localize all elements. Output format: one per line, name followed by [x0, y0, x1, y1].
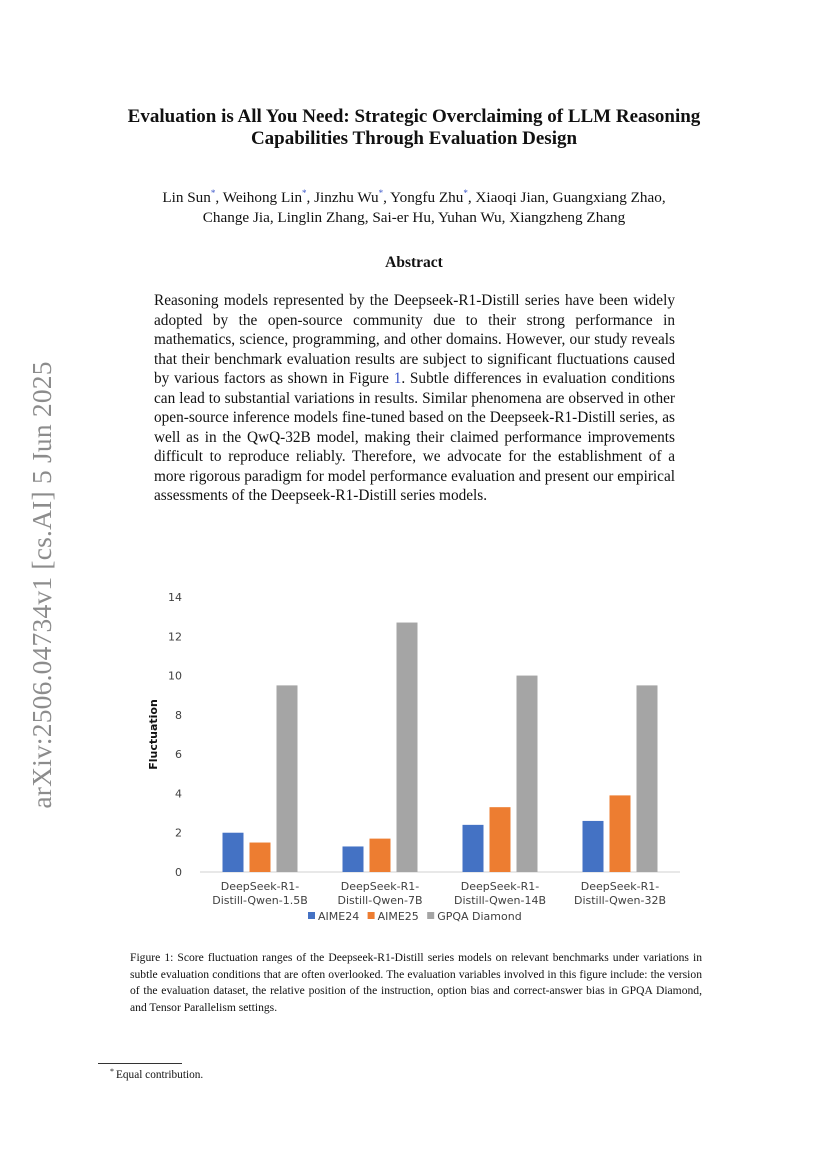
- y-tick-label: 12: [168, 630, 182, 644]
- x-tick-label: Distill-Qwen-1.5B: [212, 894, 308, 907]
- authors-line-2: Change Jia, Linglin Zhang, Sai-er Hu, Yuhan Wu, Xiangzheng Zhang: [202, 209, 626, 226]
- legend-swatch-gpqa-diamond: [427, 912, 434, 919]
- bar-gpqa-diamond: [637, 685, 658, 872]
- figure-reference-link[interactable]: 1: [393, 370, 402, 387]
- x-tick-label: Distill-Qwen-7B: [337, 894, 423, 907]
- x-tick-label: Distill-Qwen-32B: [573, 894, 667, 907]
- abstract-text-part-2: . Subtle differences in evaluation conditions can lead to substantial variations in results. Similar phenomena are observed in other open-source inference models fine-tuned based on the Deepseek-R1-Distill series, as well as in the QwQ-32B model, making their claimed performance improvements difficult to reproduce reliably. Therefore, we advocate for the establishment of a more rigorous paradigm for model performance evaluation and present our empirical assessments of the Deepseek-R1-Distill series models.: [154, 370, 675, 504]
- author-list: [110, 183, 718, 228]
- title-line-1: Evaluation is All You Need: Strategic Overclaiming of LLM Reasoning: [127, 106, 701, 127]
- equal-contribution-mark: *: [210, 188, 216, 198]
- footnote: [110, 1067, 203, 1081]
- abstract-text-part-1: Reasoning models represented by the Deepseek-R1-Distill series have been widely adopted by the open-source community due to their strong performance in mathematics, science, programming, and other domains. However, our study reveals that their benchmark evaluation results are subject to significant fluctuations caused by various factors as shown in Figure: [154, 292, 675, 387]
- equal-contribution-mark: *: [463, 188, 468, 198]
- authors-line-1: Lin Sun*, Weihong Lin*, Jinzhu Wu*, Yongfu Zhu*, Xiaoqi Jian, Guangxiang Zhao,: [162, 188, 666, 206]
- y-axis-title: Fluctuation: [147, 699, 160, 770]
- x-tick-label: DeepSeek-R1-: [580, 880, 660, 893]
- y-tick-label: 14: [168, 591, 182, 604]
- legend-label: AIME25: [377, 910, 419, 923]
- footnote-text: Equal contribution.: [116, 1069, 204, 1081]
- footnote-divider: [98, 1063, 182, 1064]
- x-tick-label: DeepSeek-R1-: [220, 880, 300, 893]
- bar-aime24: [223, 833, 244, 872]
- equal-contribution-mark: *: [378, 188, 384, 198]
- abstract-heading: Abstract: [385, 254, 443, 271]
- bar-gpqa-diamond: [277, 685, 298, 872]
- equal-contribution-mark: *: [302, 188, 307, 198]
- author-name: Yongfu Zhu: [390, 189, 464, 206]
- author-name: Lin Sun: [162, 189, 211, 206]
- x-tick-label: DeepSeek-R1-: [460, 880, 540, 893]
- arxiv-identifier-stamp: arXiv:2506.04734v1 [cs.AI] 5 Jun 2025: [26, 361, 57, 809]
- bar-gpqa-diamond: [517, 676, 538, 872]
- footnote-mark: *: [110, 1067, 114, 1076]
- legend-label: AIME24: [318, 910, 360, 923]
- y-tick-label: 2: [175, 826, 182, 840]
- author-name: Jinzhu Wu: [314, 189, 379, 206]
- y-tick-label: 8: [175, 708, 182, 722]
- x-tick-label: Distill-Qwen-14B: [453, 894, 547, 907]
- bar-aime25: [250, 843, 271, 872]
- author-name: Weihong Lin: [222, 189, 303, 206]
- bar-aime24: [343, 846, 364, 872]
- y-tick-label: 10: [168, 669, 182, 683]
- abstract-body: [154, 291, 675, 506]
- x-tick-label: DeepSeek-R1-: [340, 880, 420, 893]
- title-line-2: Capabilities Through Evaluation Design: [250, 128, 578, 149]
- bar-gpqa-diamond: [397, 623, 418, 872]
- legend-swatch-aime25: [368, 912, 375, 919]
- bar-aime25: [490, 807, 511, 872]
- y-tick-label: 0: [175, 866, 182, 879]
- paper-title: [90, 106, 738, 150]
- y-tick-label: 4: [175, 787, 182, 801]
- bar-aime24: [463, 825, 484, 872]
- figure-1-chart: [130, 580, 690, 940]
- bar-aime25: [610, 795, 631, 872]
- y-tick-label: 6: [175, 748, 182, 762]
- author-name: Xiaoqi Jian, Guangxiang Zhao,: [475, 189, 666, 206]
- bar-aime24: [583, 821, 604, 872]
- legend-label: GPQA Diamond: [437, 910, 522, 923]
- bar-aime25: [370, 839, 391, 872]
- legend-swatch-aime24: [308, 912, 315, 919]
- bar-chart-svg: [130, 580, 690, 940]
- figure-1-caption: Figure 1: Score fluctuation ranges of the Deepseek-R1-Distill series models on relevant benchmarks under variations in subtle evaluation conditions that are often overlooked. The evaluation variables involved in this figure include: the version of the evaluation dataset, the relative position of the instruction, option bias and correct-answer bias in GPQA Diamond, and Tensor Parallelism settings.: [130, 951, 702, 1014]
